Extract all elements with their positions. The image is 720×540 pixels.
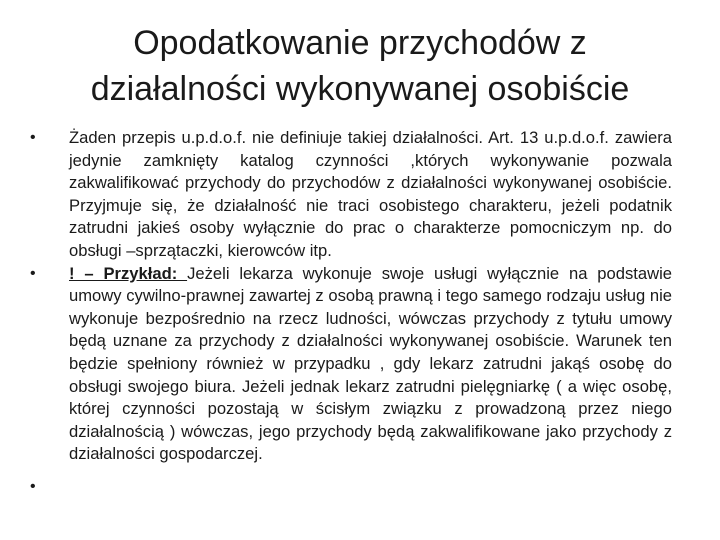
bullet-item-definition — [30, 127, 672, 263]
bullet-item-example — [30, 263, 672, 466]
bullet-list — [30, 127, 672, 498]
example-lead-label: ! – Przykład: — [69, 263, 188, 283]
bullet-item-empty — [30, 476, 672, 498]
slide-title-line-1: Opodatkowanie przychodów z — [133, 24, 587, 62]
bullet-text: Żaden przepis u.p.d.o.f. nie definiuje takiej działalności. Art. 13 u.p.d.o.f. zawiera jedynie zamknięty katalog czynności ,których wykonywanie pozwala zakwalifikować przychody do przychodów z działalności wykonywanej osobiście. Przyjmuje się, że działalność nie traci osobistego charakteru, jeżeli podatnik zatrudni jakieś osoby wyłącznie do prac o charakterze pomocniczym np. do obsługi –sprzątaczki, kierowców itp. — [69, 128, 672, 260]
slide-title — [40, 20, 680, 112]
slide-title-line-2: działalności wykonywanej osobiście — [90, 70, 630, 108]
bullet-text: Jeżeli lekarza wykonuje swoje usługi wyłącznie na podstawie umowy cywilno-prawnej zawartej z osobą prawną i tego samego rodzaju usług nie wykonuje bezpośrednio na rzecz ludności, wówczas przychody z tytułu umowy będą uznane za przychody z działalności wykonywanej osobiście. Warunek ten będzie spełniony również w przypadku , gdy lekarz zatrudni jakąś osobę do obsługi swojego biura. Jeżeli jednak lekarz zatrudni pielęgniarkę ( a więc osobę, której czynności pozostają w ścisłym związku z prowadzoną przez niego działalnością ) wówczas, jego przychody będą zakwalifikowane jako przychody z działalności gospodarczej. — [69, 263, 672, 464]
